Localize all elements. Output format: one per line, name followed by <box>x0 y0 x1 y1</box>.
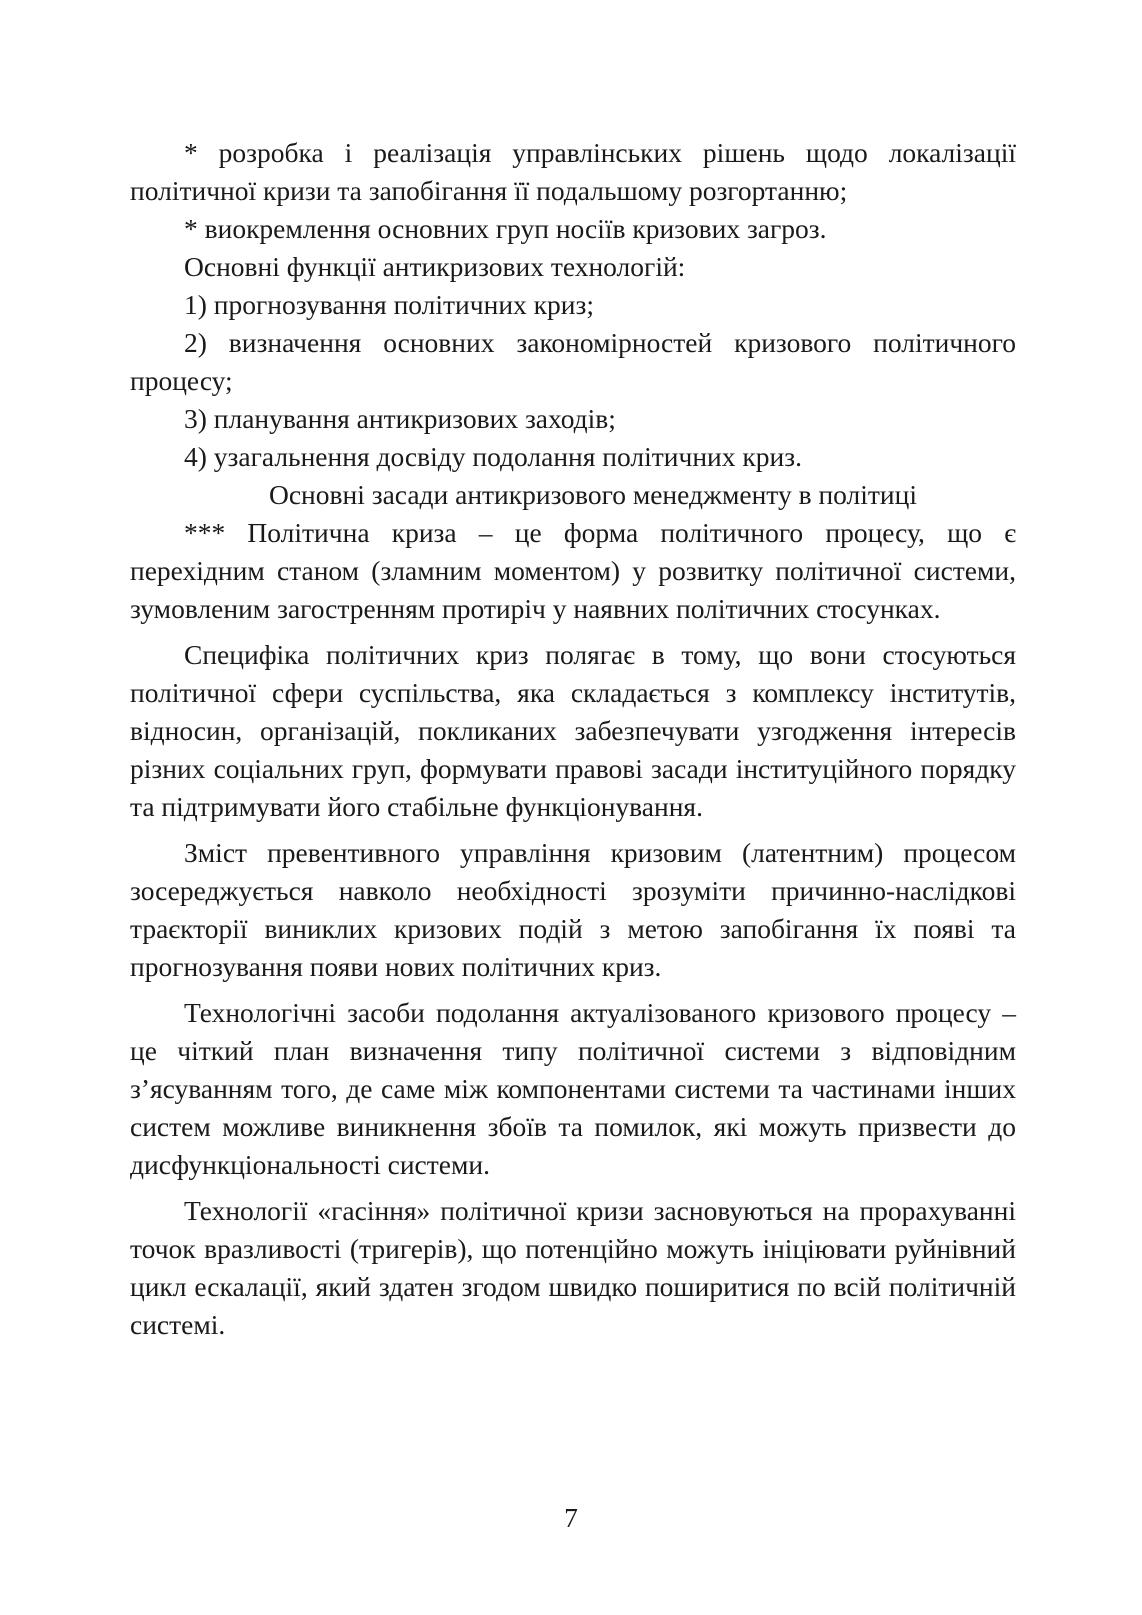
function-item-2: 2) визначення основних закономірностей кризового політичного процесу; <box>130 327 1016 396</box>
function-item-3: 3) планування антикризових заходів; <box>184 403 616 434</box>
function-item-4: 4) узагальнення досвіду подолання політичних криз. <box>184 441 802 472</box>
body-paragraph-definition: *** Політична криза – це форма політичного процесу, що є перехідним станом (зламним моментом) у розвитку політичної системи, зумовленим загостренням протиріч у наявних політичних стосунках. <box>130 517 1016 624</box>
section-heading: Основні засади антикризового менеджменту в політиці <box>268 479 918 510</box>
list-item-carriers: * виокремлення основних груп носіїв кризових загроз. <box>184 213 827 244</box>
document-page <box>130 134 1016 1344</box>
body-paragraph-technological: Технологічні засоби подолання актуалізованого кризового процесу – це чіткий план визначення типу політичної системи з відповідним з’ясуванням того, де саме між компонентами системи та частинами інших систем можливе виникнення збоїв та помилок, які можуть призвести до дисфункціональності системи. <box>130 997 1016 1180</box>
body-paragraph-specifics: Специфіка політичних криз полягає в тому, що вони стосуються політичної сфери суспільства, яка складається з комплексу інститутів, відносин, організацій, покликаних забезпечувати узгодження інтересів різних соціальних груп, формувати правові засади інституційного порядку та підтримувати його стабільне функціонування. <box>130 639 1016 822</box>
function-item-1: 1) прогнозування політичних криз; <box>184 289 594 320</box>
list-item-development: * розробка і реалізація управлінських рішень щодо локалізації політичної кризи та запобігання її подальшому розгортанню; <box>130 137 1016 206</box>
page-number: 7 <box>564 1502 578 1533</box>
functions-intro: Основні функції антикризових технологій: <box>184 251 686 282</box>
body-paragraph-extinguishing: Технології «гасіння» політичної кризи засновуються на прорахуванні точок вразливості (тригерів), що потенційно можуть ініціювати руйнівний цикл ескалації, який здатен згодом швидко поширитися по всій політичній системі. <box>130 1195 1016 1340</box>
body-paragraph-preventive: Зміст превентивного управління кризовим (латентним) процесом зосереджується навколо необхідності зрозуміти причинно-наслідкові траєкторії виниклих кризових подій з метою запобігання їх появі та прогнозування появи нових політичних криз. <box>130 837 1016 982</box>
